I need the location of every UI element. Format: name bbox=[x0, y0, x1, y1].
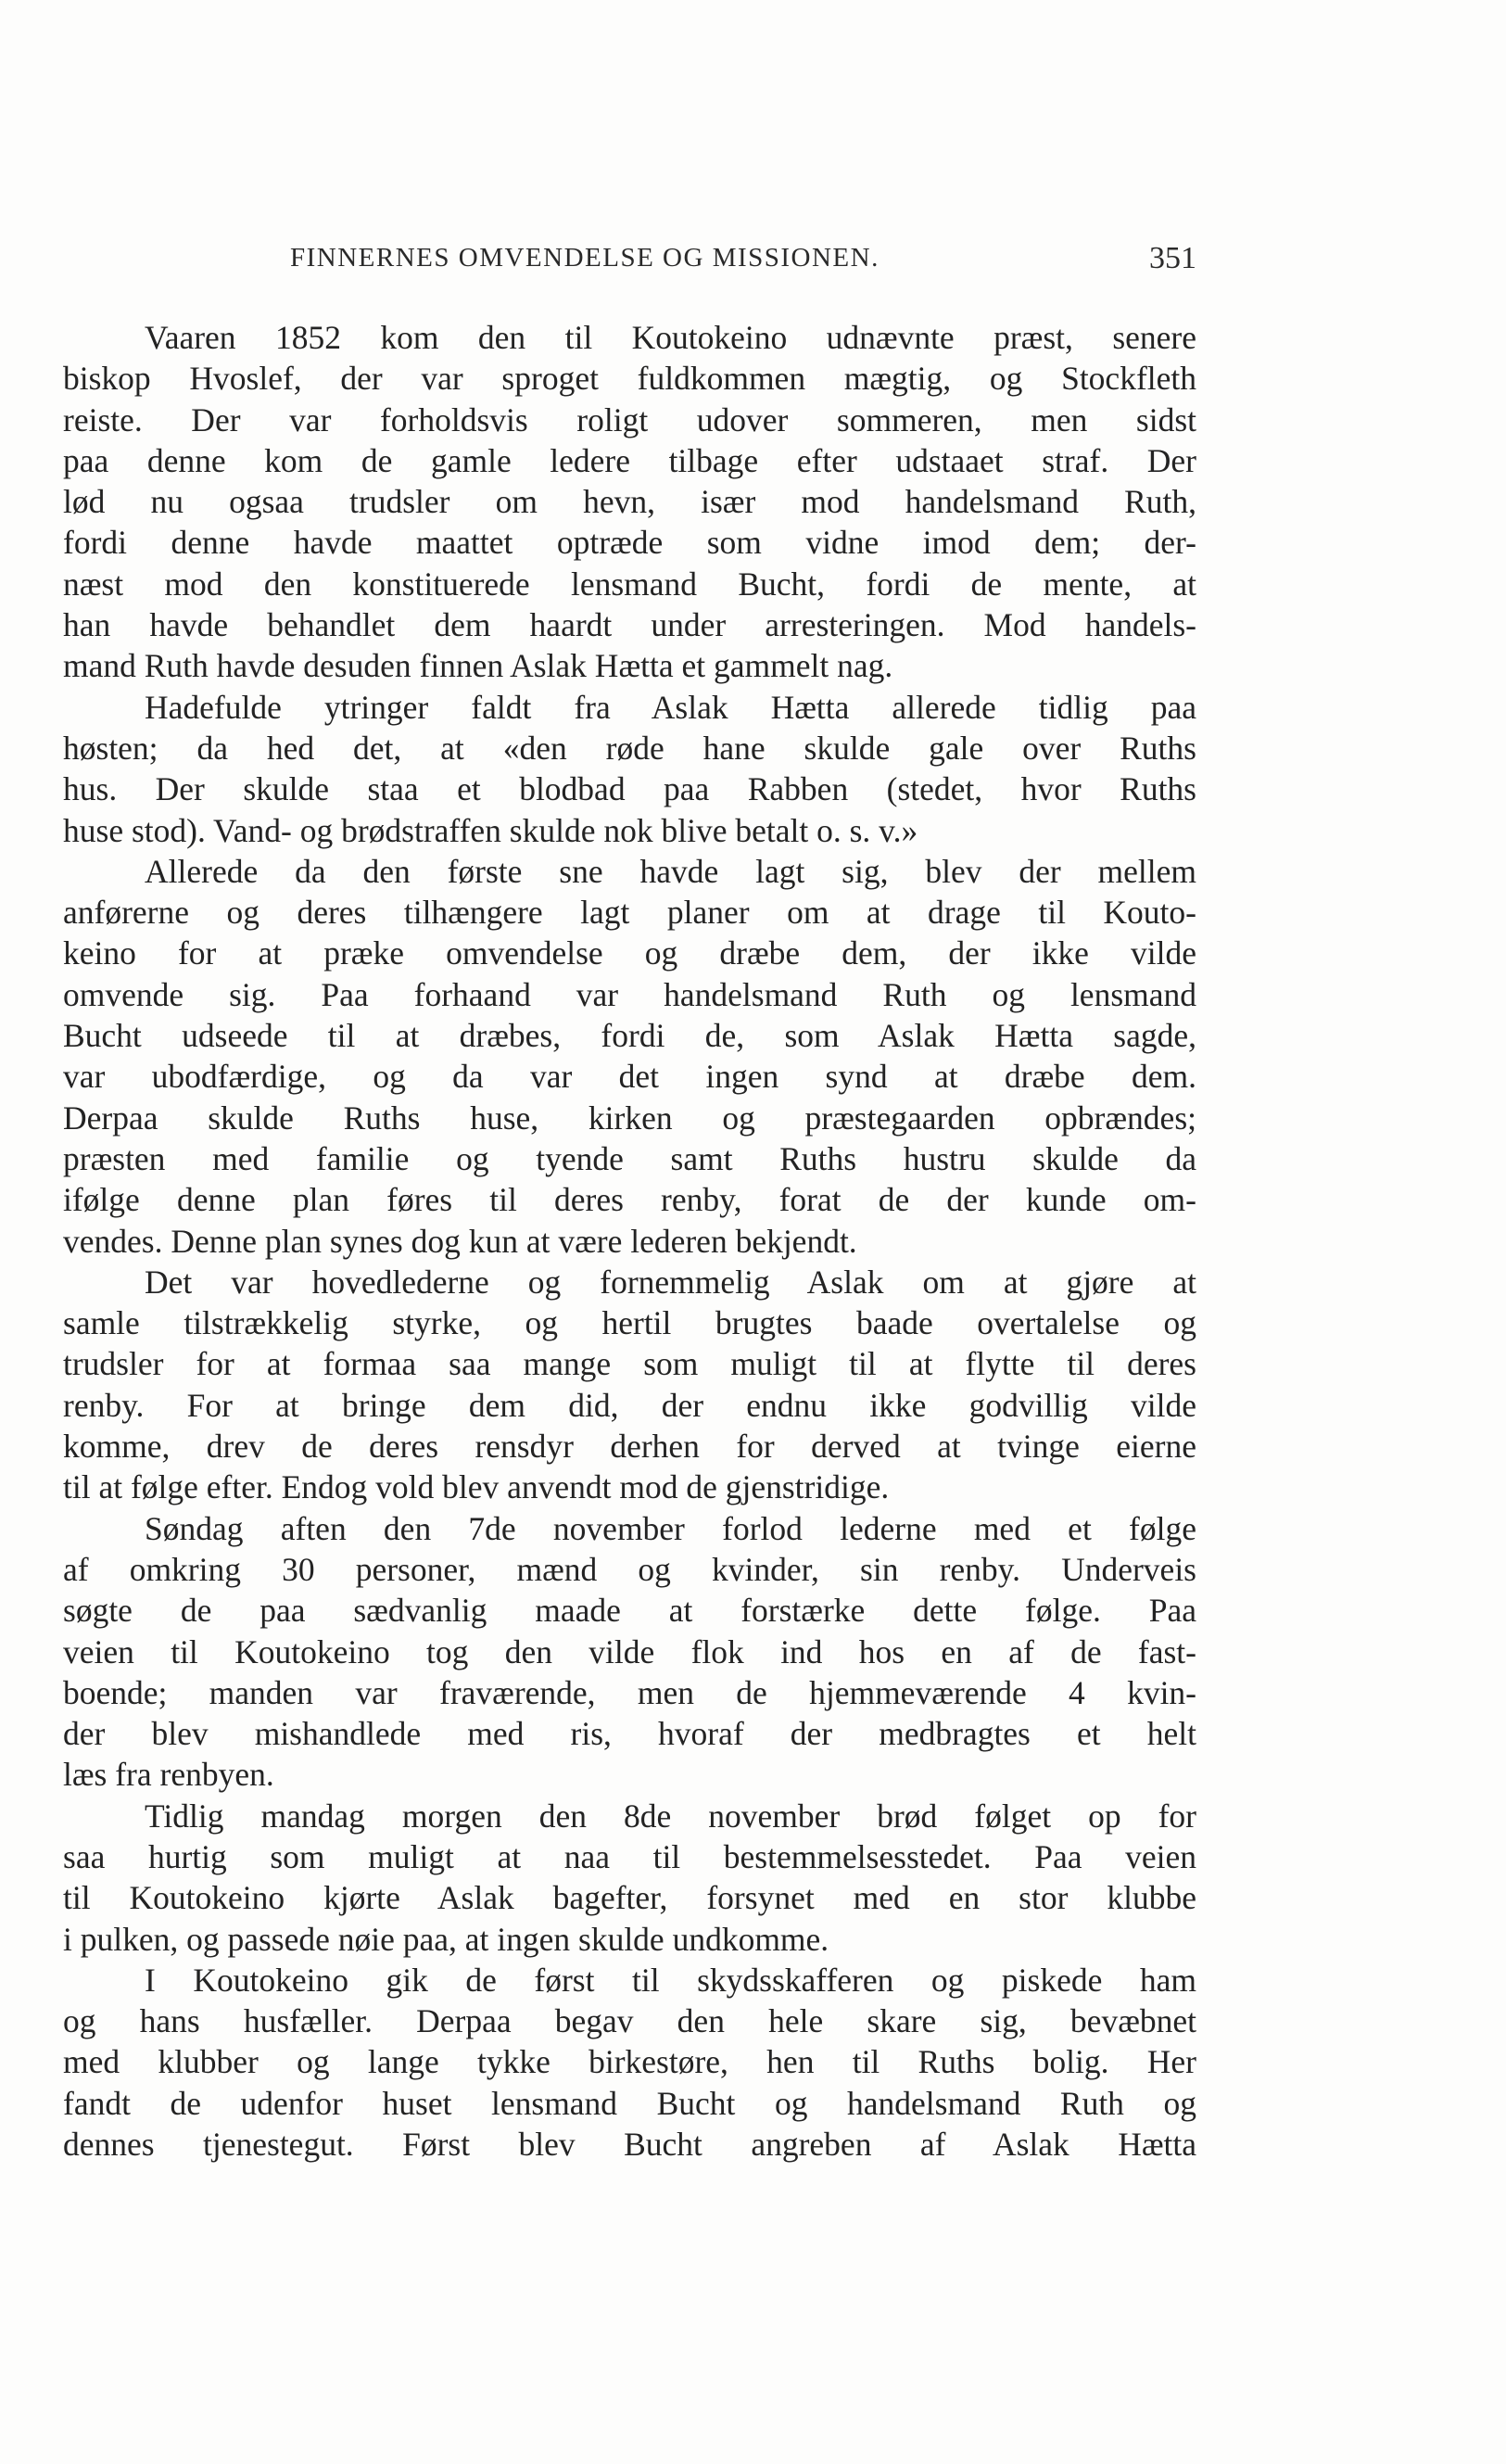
text-line-content: fandt de udenfor huset lensmand Bucht og handelsmand Ruth og bbox=[63, 2084, 1196, 2122]
text-line-content: keino for at præke omvendelse og dræbe dem, der ikke vilde bbox=[63, 934, 1196, 972]
text-line-content: paa denne kom de gamle ledere tilbage efter udstaaet straf. Der bbox=[63, 441, 1196, 479]
text-line-content: trudsler for at formaa saa mange som muligt til at flytte til deres bbox=[63, 1345, 1196, 1383]
text-line-content: Bucht udseede til at dræbes, fordi de, som Aslak Hætta sagde, bbox=[63, 1017, 1196, 1055]
text-line bbox=[63, 645, 1196, 686]
text-line bbox=[63, 1302, 1196, 1343]
text-line-content: omvende sig. Paa forhaand var handelsmand Ruth og lensmand bbox=[63, 975, 1196, 1013]
text-line bbox=[63, 2000, 1196, 2041]
text-line bbox=[63, 933, 1196, 973]
text-line bbox=[63, 1343, 1196, 1384]
text-line-content: med klubber og lange tykke birkestøre, hen til Ruths bolig. Her bbox=[63, 2043, 1196, 2081]
text-line bbox=[63, 1960, 1196, 2000]
text-line-content: mand Ruth havde desuden finnen Aslak Hætta et gammelt nag. bbox=[63, 647, 893, 685]
text-line bbox=[63, 687, 1196, 728]
text-line bbox=[63, 810, 1196, 851]
text-line-content: Hadefulde ytringer faldt fra Aslak Hætta allerede tidlig paa bbox=[145, 688, 1196, 726]
text-line-content: ifølge denne plan føres til deres renby, forat de der kunde om- bbox=[63, 1181, 1196, 1219]
text-line-content: samle tilstrækkelig styrke, og hertil brugtes baade overtalelse og bbox=[63, 1304, 1196, 1342]
text-line-content: der blev mishandlede med ris, hvoraf der medbragtes et helt bbox=[63, 1715, 1196, 1753]
text-line-content: veien til Koutokeino tog den vilde flok ind hos en af de fast- bbox=[63, 1632, 1196, 1670]
text-line-content: Allerede da den første sne havde lagt sig, blev der mellem bbox=[145, 852, 1196, 890]
text-line bbox=[63, 2041, 1196, 2082]
text-line-content: renby. For at bringe dem did, der endnu ikke godvillig vilde bbox=[63, 1386, 1196, 1424]
text-line bbox=[63, 358, 1196, 399]
text-line bbox=[63, 440, 1196, 481]
text-line bbox=[63, 1590, 1196, 1631]
page-number: 351 bbox=[1149, 241, 1196, 275]
text-line bbox=[63, 1138, 1196, 1179]
text-line-content: reiste. Der var forholdsvis roligt udover sommeren, men sidst bbox=[63, 400, 1196, 438]
text-line bbox=[63, 317, 1196, 358]
text-line bbox=[63, 1262, 1196, 1302]
text-line-content: saa hurtig som muligt at naa til bestemmelsesstedet. Paa veien bbox=[63, 1837, 1196, 1875]
text-line bbox=[63, 892, 1196, 933]
text-line-content: til Koutokeino kjørte Aslak bagefter, forsynet med en stor klubbe bbox=[63, 1879, 1196, 1917]
text-line bbox=[63, 1632, 1196, 1672]
text-line-content: han havde behandlet dem haardt under arresteringen. Mod handels- bbox=[63, 606, 1196, 644]
text-line-content: Derpaa skulde Ruths huse, kirken og præstegaarden opbrændes; bbox=[63, 1099, 1196, 1137]
text-line-content: præsten med familie og tyende samt Ruths hustru skulde da bbox=[63, 1139, 1196, 1177]
text-line bbox=[63, 1508, 1196, 1549]
text-line bbox=[63, 1919, 1196, 1960]
text-line bbox=[63, 522, 1196, 563]
text-line bbox=[63, 1426, 1196, 1467]
text-line-content: til at følge efter. Endog vold blev anvendt mod de gjenstridige. bbox=[63, 1468, 890, 1506]
text-line-content: næst mod den konstituerede lensmand Bucht, fordi de mente, at bbox=[63, 565, 1196, 603]
text-line bbox=[63, 564, 1196, 604]
text-line bbox=[63, 481, 1196, 522]
text-line bbox=[63, 1179, 1196, 1220]
text-line bbox=[63, 2124, 1196, 2165]
text-line bbox=[63, 1549, 1196, 1590]
text-line-content: læs fra renbyen. bbox=[63, 1756, 274, 1794]
text-line-content: i pulken, og passede nøie paa, at ingen skulde undkomme. bbox=[63, 1920, 829, 1958]
text-line-content: af omkring 30 personer, mænd og kvinder, sin renby. Underveis bbox=[63, 1550, 1196, 1588]
text-line bbox=[63, 1385, 1196, 1426]
text-line bbox=[63, 974, 1196, 1015]
text-line-content: Det var hovedlederne og fornemmelig Aslak om at gjøre at bbox=[145, 1263, 1196, 1301]
text-line bbox=[63, 400, 1196, 440]
body-text bbox=[63, 317, 1196, 2165]
text-line bbox=[63, 851, 1196, 892]
text-line-content: biskop Hvoslef, der var sproget fuldkommen mægtig, og Stockfleth bbox=[63, 360, 1196, 398]
text-line bbox=[63, 1056, 1196, 1097]
text-line bbox=[63, 1098, 1196, 1138]
text-line-content: komme, drev de deres rensdyr derhen for derved at tvinge eierne bbox=[63, 1428, 1196, 1466]
text-line bbox=[63, 1754, 1196, 1795]
text-line-content: var ubodfærdige, og da var det ingen synd at dræbe dem. bbox=[63, 1058, 1196, 1096]
text-line bbox=[63, 1713, 1196, 1754]
text-line-content: hus. Der skulde staa et blodbad paa Rabben (stedet, hvor Ruths bbox=[63, 770, 1196, 808]
text-line bbox=[63, 1221, 1196, 1262]
text-line bbox=[63, 1672, 1196, 1713]
text-line bbox=[63, 2083, 1196, 2124]
text-line-content: høsten; da hed det, at «den røde hane skulde gale over Ruths bbox=[63, 729, 1196, 767]
text-line bbox=[63, 1015, 1196, 1056]
text-line-content: anførerne og deres tilhængere lagt planer om at drage til Kouto- bbox=[63, 894, 1196, 932]
text-line-content: Søndag aften den 7de november forlod lederne med et følge bbox=[145, 1509, 1196, 1547]
text-line bbox=[63, 1877, 1196, 1918]
text-line-content: dennes tjenestegut. Først blev Bucht angreben af Aslak Hætta bbox=[63, 2126, 1196, 2164]
text-line bbox=[63, 728, 1196, 768]
text-line-content: vendes. Denne plan synes dog kun at være lederen bekjendt. bbox=[63, 1222, 857, 1260]
running-title: FINNERNES OMVENDELSE OG MISSIONEN. bbox=[290, 243, 880, 273]
text-line-content: Vaaren 1852 kom den til Koutokeino udnævnte præst, senere bbox=[145, 319, 1196, 356]
text-line-content: søgte de paa sædvanlig maade at forstærke dette følge. Paa bbox=[63, 1592, 1196, 1630]
running-head bbox=[63, 243, 1196, 280]
text-line-content: fordi denne havde maattet optræde som vidne imod dem; der- bbox=[63, 524, 1196, 562]
text-line bbox=[63, 604, 1196, 645]
text-line-content: I Koutokeino gik de først til skydsskafferen og piskede ham bbox=[145, 1961, 1196, 1999]
text-line bbox=[63, 1836, 1196, 1877]
text-line bbox=[63, 1796, 1196, 1836]
text-line bbox=[63, 1467, 1196, 1507]
text-line-content: Tidlig mandag morgen den 8de november brød følget op for bbox=[145, 1797, 1196, 1835]
text-line-content: boende; manden var fraværende, men de hjemmeværende 4 kvin- bbox=[63, 1673, 1196, 1711]
text-line-content: lød nu ogsaa trudsler om hevn, især mod handelsmand Ruth, bbox=[63, 483, 1196, 521]
text-line bbox=[63, 768, 1196, 809]
text-line-content: og hans husfæller. Derpaa begav den hele skare sig, bevæbnet bbox=[63, 2002, 1196, 2040]
text-line-content: huse stod). Vand- og brødstraffen skulde nok blive betalt o. s. v.» bbox=[63, 811, 918, 849]
